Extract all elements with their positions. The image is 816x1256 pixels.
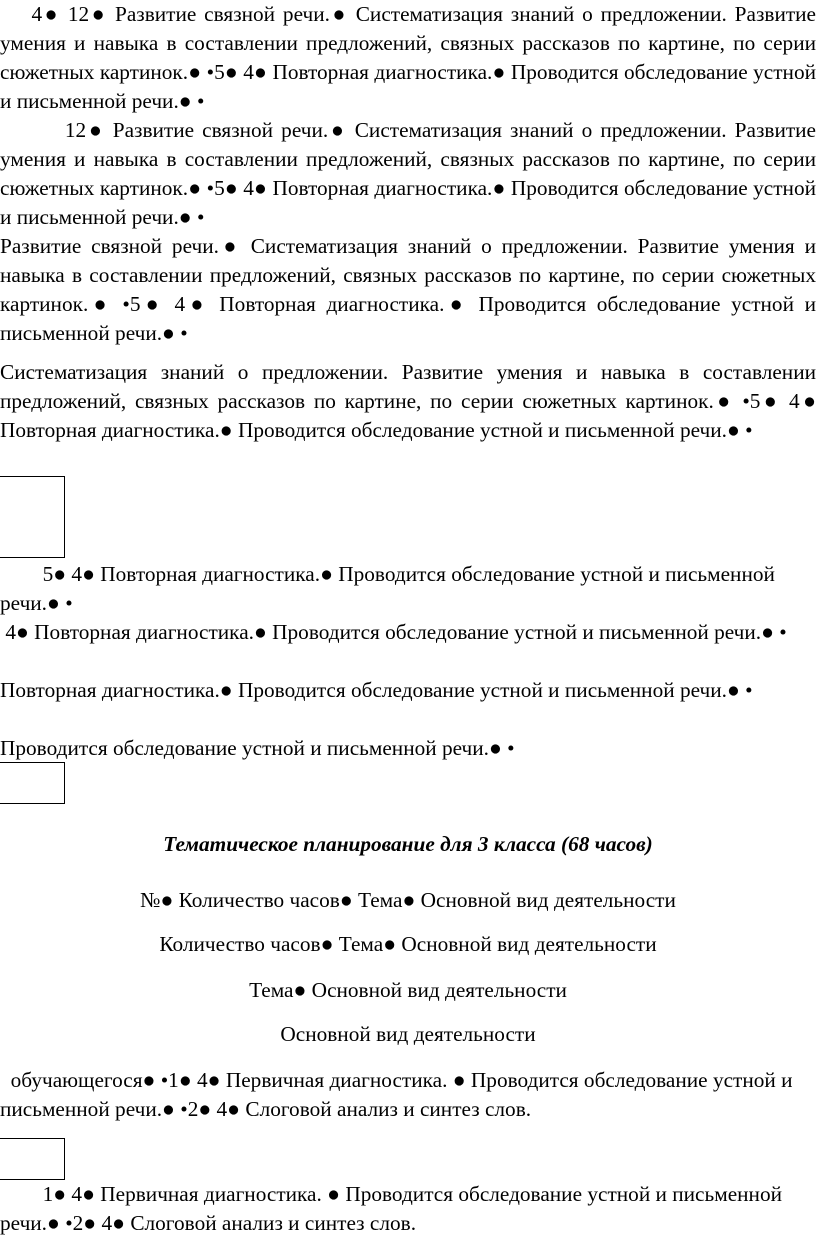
paragraph-9: обучающегося● •1● 4● Первичная диагностика. ● Проводится обследование устной и письменной речи.● •2● 4● Слоговой анализ и синтез слов. (0, 1068, 798, 1121)
paragraph-5: 5● 4● Повторная диагностика.● Проводится обследование устной и письменной речи.● • (0, 562, 781, 615)
paragraph-10: 1● 4● Первичная диагностика. ● Проводится обследование устной и письменной речи.● •2● 4● Слоговой анализ и синтез слов. (0, 1182, 788, 1235)
paragraph-8: Проводится обследование устной и письменной речи.● • (0, 736, 515, 760)
table-header-row: №● Количество часов● Тема● Основной вид деятельности (140, 888, 676, 912)
paragraph-2: 12● Развитие связной речи.● Систематизация знаний о предложении. Развитие умения и навыка в составлении предложений, связных рассказов по картине, по серии сюжетных картинок.● •5● 4● Повторная диагностика.● Проводится обследование устной и письменной речи.● • (0, 118, 816, 229)
section-title: Тематическое планирование для 3 класса (68 часов) (163, 832, 653, 856)
empty-cell-box (0, 1138, 65, 1180)
empty-cell-box (0, 476, 65, 558)
paragraph-3: Развитие связной речи.● Систематизация знаний о предложении. Развитие умения и навыка в составлении предложений, связных рассказов по картине, по серии сюжетных картинок.● •5● 4● Повторная диагностика.● Проводится обследование устной и письменной речи.● • (0, 234, 816, 345)
paragraph-1: 4● 12● Развитие связной речи.● Систематизация знаний о предложении. Развитие умения и навыка в составлении предложений, связных рассказов по картине, по серии сюжетных картинок.● •5● 4● Повторная диагностика.● Проводится обследование устной и письменной речи.● • (0, 2, 816, 113)
paragraph-4: Систематизация знаний о предложении. Развитие умения и навыка в составлении предложений, связных рассказов по картине, по серии сюжетных картинок.● •5● 4● Повторная диагностика.● Проводится обследование устной и письменной речи.● • (0, 360, 816, 442)
table-header-row: Основной вид деятельности (280, 1022, 536, 1046)
table-header-row: Количество часов● Тема● Основной вид деятельности (159, 932, 657, 956)
paragraph-6: 4● Повторная диагностика.● Проводится обследование устной и письменной речи.● • (0, 620, 787, 644)
empty-cell-box (0, 762, 65, 804)
table-header-row: Тема● Основной вид деятельности (249, 978, 567, 1002)
paragraph-7: Повторная диагностика.● Проводится обследование устной и письменной речи.● • (0, 678, 753, 702)
